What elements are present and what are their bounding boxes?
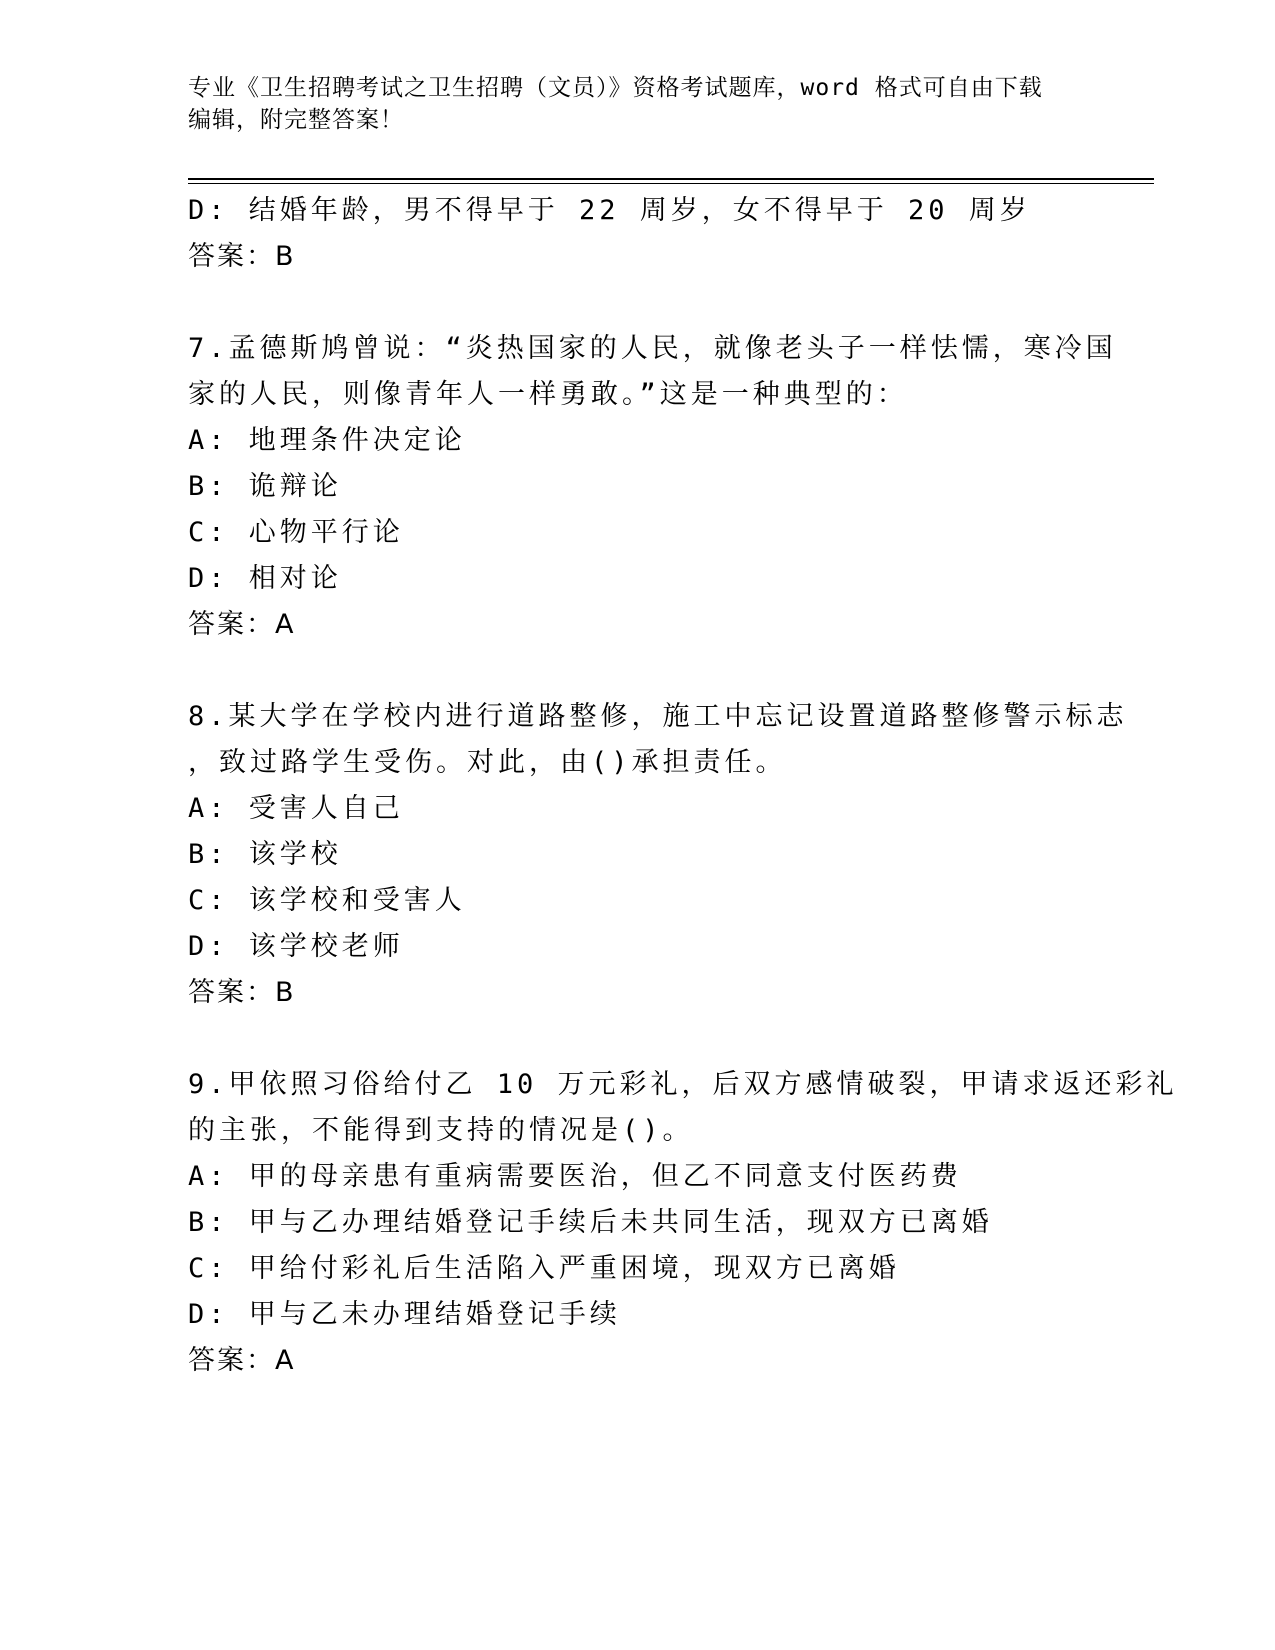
question-list — [188, 188, 1178, 1384]
option-a: A: 地理条件决定论 — [188, 425, 466, 456]
question-stem-line-2: 的主张，不能得到支持的情况是()。 — [188, 1115, 694, 1146]
option-b: B: 诡辩论 — [188, 471, 342, 502]
spacer — [188, 280, 1088, 326]
question-stem-line-1: 7.孟德斯鸠曾说：“炎热国家的人民，就像老头子一样怯懦，寒冷国 — [188, 333, 1117, 364]
option-a: A: 甲的母亲患有重病需要医治，但乙不同意支付医药费 — [188, 1161, 962, 1192]
option-c: C: 甲给付彩礼后生活陷入严重困境，现双方已离婚 — [188, 1253, 900, 1284]
option-b: B: 该学校 — [188, 839, 342, 870]
answer-line: 答案：B — [188, 977, 296, 1008]
question-stem-line-1: 9.甲依照习俗给付乙 10 万元彩礼，后双方感情破裂，甲请求返还彩礼 — [188, 1069, 1178, 1100]
header-divider-thick — [188, 178, 1154, 180]
option-a: A: 受害人自己 — [188, 793, 404, 824]
spacer — [188, 1016, 1088, 1062]
option-d: D: 甲与乙未办理结婚登记手续 — [188, 1299, 621, 1330]
option-c: C: 心物平行论 — [188, 517, 404, 548]
question-stem-line-2: 家的人民，则像青年人一样勇敢。”这是一种典型的： — [188, 379, 908, 410]
question-stem-line-1: 8.某大学在学校内进行道路整修，施工中忘记设置道路整修警示标志 — [188, 701, 1128, 732]
question-stem-line-2: ，致过路学生受伤。对此，由()承担责任。 — [188, 747, 787, 778]
option-c: C: 该学校和受害人 — [188, 885, 466, 916]
header-divider-thin — [188, 183, 1154, 184]
option-b: B: 甲与乙办理结婚登记手续后未共同生活，现双方已离婚 — [188, 1207, 993, 1238]
question-9 — [188, 1062, 1178, 1384]
question-7 — [188, 326, 1117, 648]
answer-line: 答案：A — [188, 1345, 296, 1376]
option-d: D: 该学校老师 — [188, 931, 404, 962]
page-header — [188, 72, 1078, 136]
spacer — [188, 648, 1088, 694]
option-d: D: 相对论 — [188, 563, 342, 594]
answer-line: 答案：B — [188, 241, 296, 272]
question-8 — [188, 694, 1128, 1016]
answer-line: 答案：A — [188, 609, 296, 640]
option-d: D: 结婚年龄，男不得早于 22 周岁，女不得早于 20 周岁 — [188, 195, 1031, 226]
header-title-line-1: 专业《卫生招聘考试之卫生招聘（文员）》资格考试题库，word 格式可自由下载 — [188, 75, 1043, 101]
header-title-line-2: 编辑，附完整答案！ — [188, 107, 404, 133]
